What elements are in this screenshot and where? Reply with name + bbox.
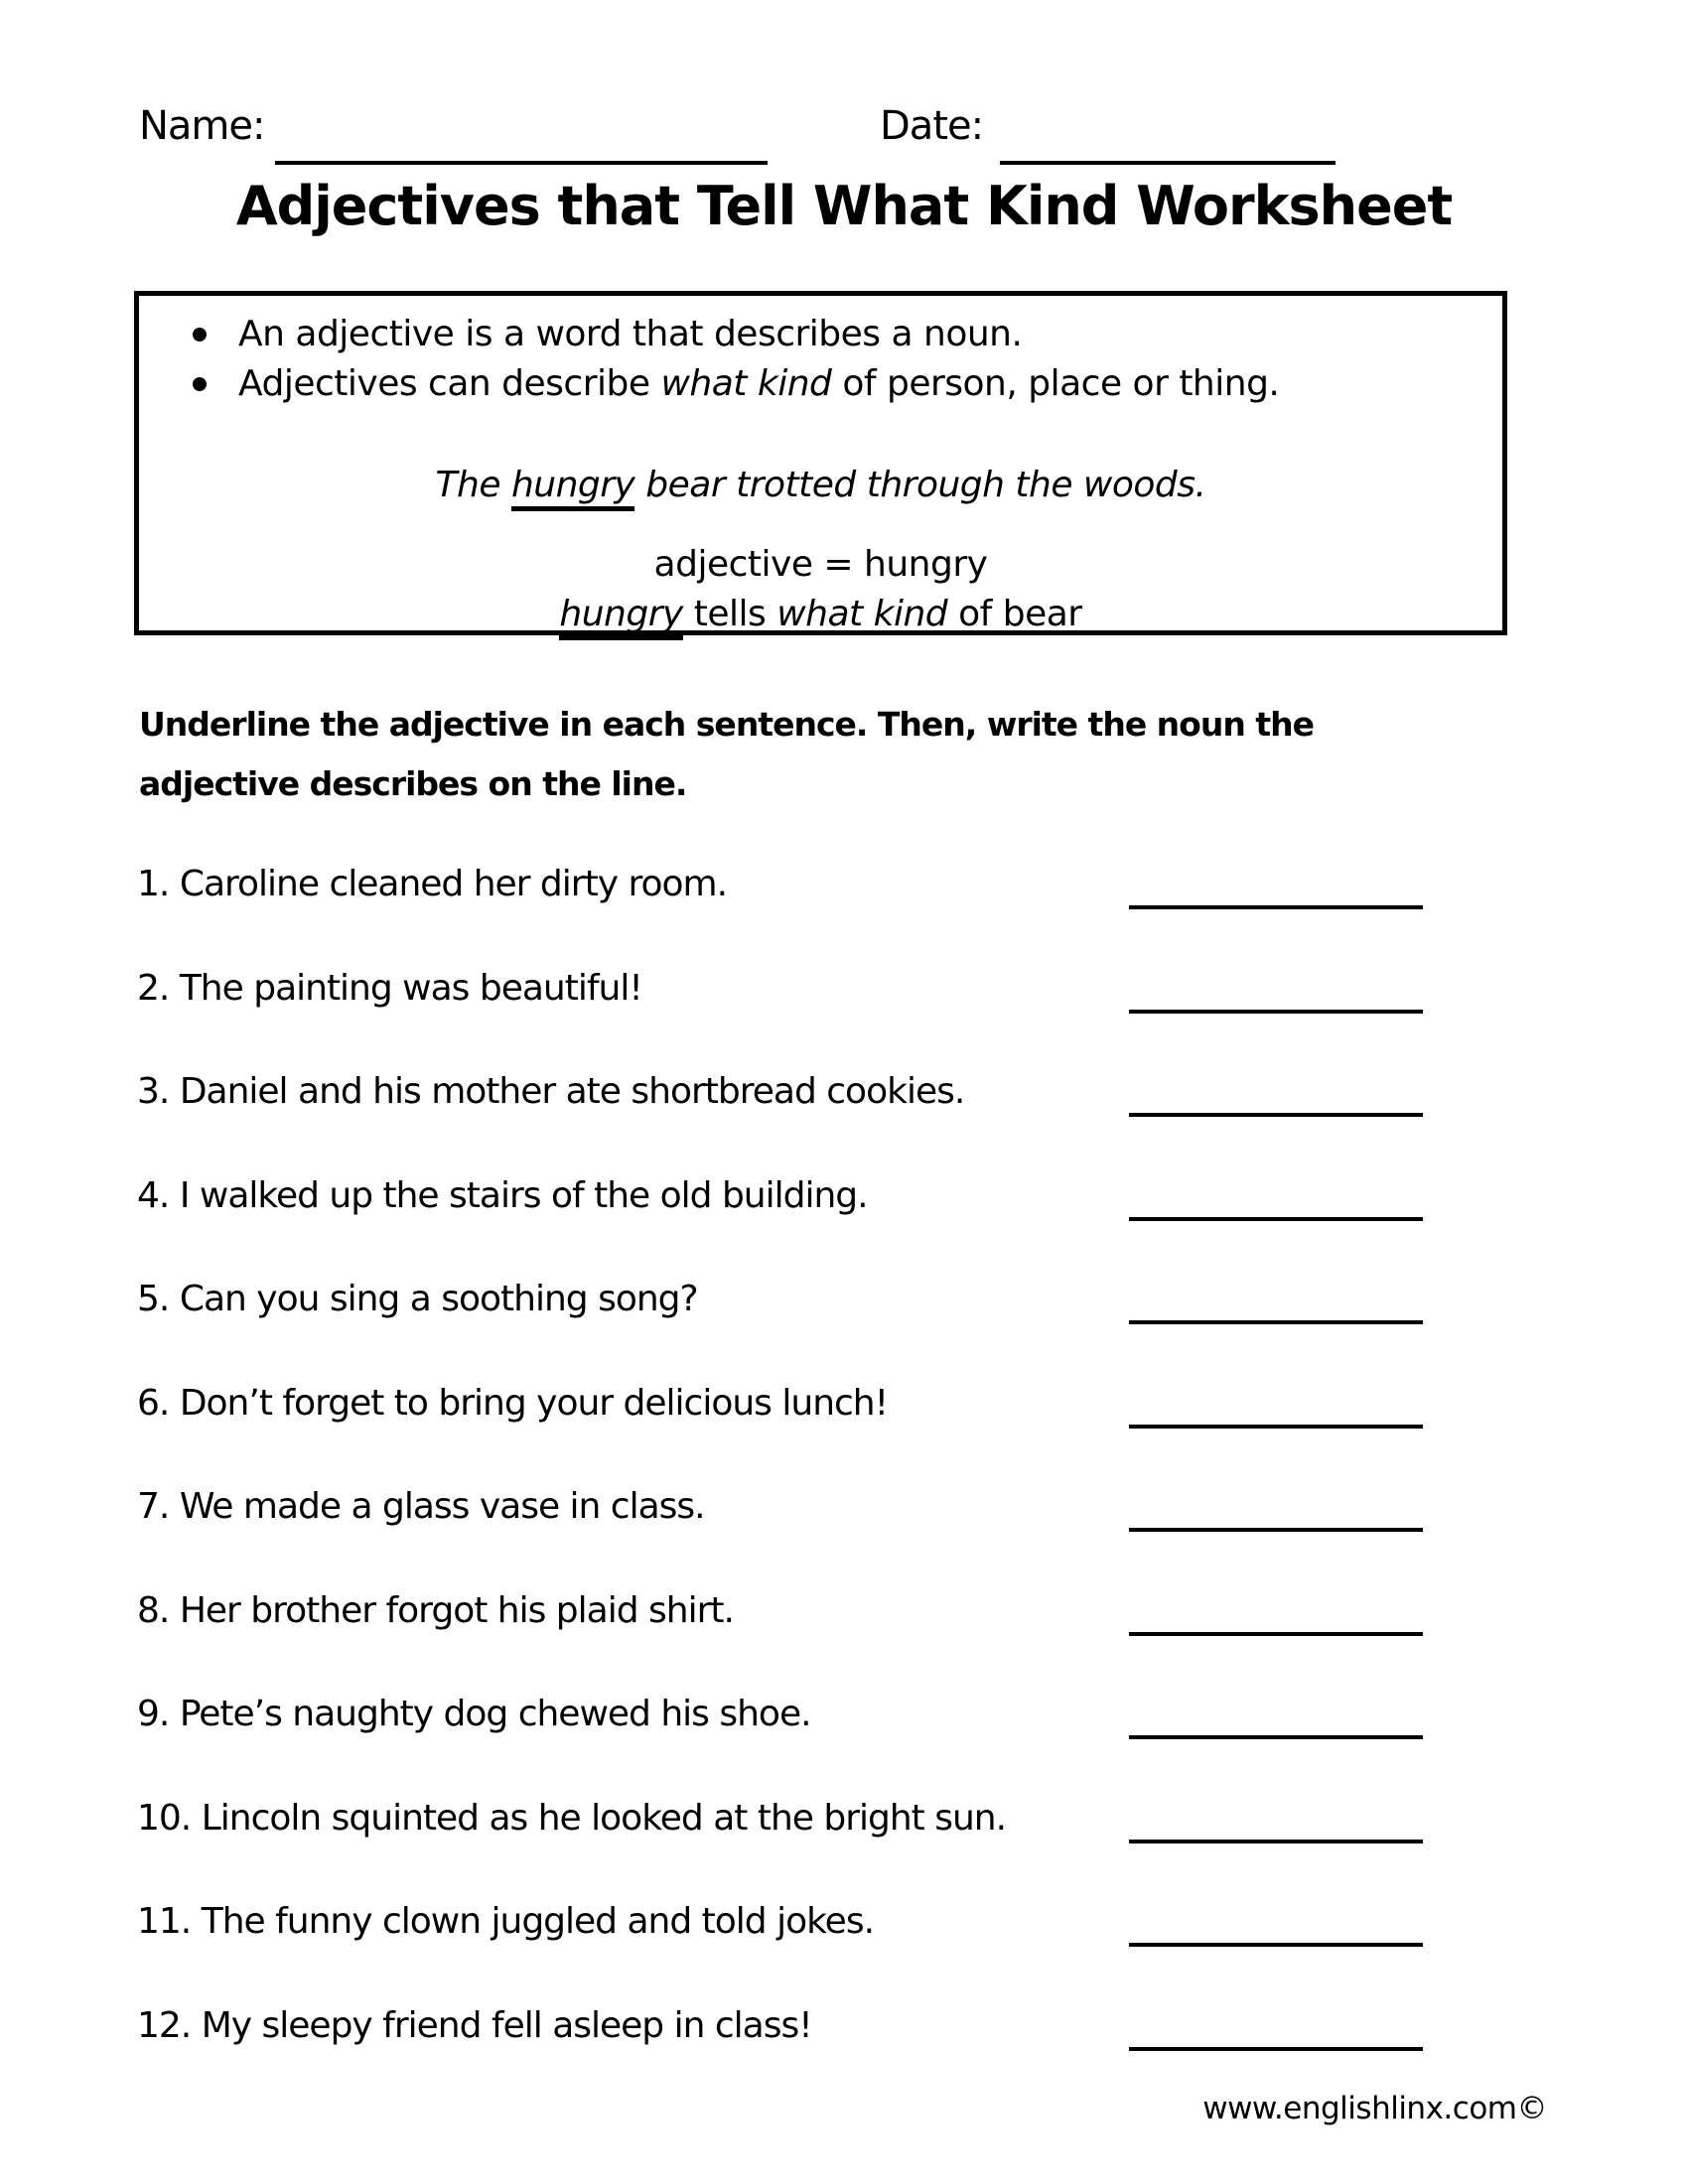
- answer-blank-line[interactable]: [1129, 905, 1423, 909]
- question-row: [0, 964, 1688, 1068]
- question-row: [0, 1897, 1688, 2001]
- directions-line-1: Underline the adjective in each sentence. Then, write the noun the: [139, 705, 1314, 744]
- example-suffix: bear trotted through the woods.: [634, 465, 1206, 505]
- question-sentence: [137, 1175, 868, 1216]
- page-title: Adjectives that Tell What Kind Worksheet: [235, 175, 1453, 237]
- question-text: Her brother forgot his plaid shirt.: [179, 1589, 734, 1631]
- explain-mid: tells: [682, 594, 777, 634]
- question-row: [0, 1482, 1688, 1586]
- example-prefix: The: [435, 465, 511, 505]
- definition-box: [134, 291, 1507, 635]
- question-text: Caroline cleaned her dirty room.: [179, 864, 728, 904]
- question-number: 1.: [137, 864, 170, 904]
- question-sentence: [137, 1383, 888, 1424]
- answer-blank-line[interactable]: [1129, 2047, 1423, 2051]
- name-label: Name:: [139, 103, 265, 149]
- answer-blank-line[interactable]: [1129, 1113, 1423, 1117]
- answer-blank-line[interactable]: [1129, 1632, 1423, 1636]
- bullet-icon: [193, 328, 207, 341]
- question-text: Don’t forget to bring your delicious lunch!: [179, 1382, 889, 1424]
- date-label: Date:: [880, 103, 984, 149]
- questions-list: [0, 860, 1688, 2105]
- question-sentence: [137, 1590, 734, 1631]
- question-number: 7.: [137, 1486, 170, 1527]
- answer-blank-line[interactable]: [1129, 1425, 1423, 1429]
- question-sentence: [137, 864, 727, 904]
- answer-blank-line[interactable]: [1129, 1840, 1423, 1843]
- question-text: Daniel and his mother ate shortbread cookies.: [179, 1071, 965, 1112]
- answer-blank-line[interactable]: [1129, 1217, 1423, 1221]
- directions-line-2: adjective describes on the line.: [139, 764, 687, 803]
- question-row: [0, 1275, 1688, 1379]
- bullet-text-italic: what kind: [660, 363, 832, 404]
- question-row: [0, 1379, 1688, 1483]
- question-row: [0, 2001, 1688, 2106]
- bullet-item-definition: [139, 310, 1502, 359]
- question-text: Can you sing a soothing song?: [179, 1279, 698, 1319]
- question-row: [0, 860, 1688, 964]
- definition-bullets: [139, 296, 1502, 409]
- question-number: 2.: [137, 967, 170, 1009]
- question-text: My sleepy friend fell asleep in class!: [201, 2004, 812, 2046]
- question-text: I walked up the stairs of the old building.: [179, 1174, 868, 1216]
- question-number: 11.: [137, 1901, 192, 1942]
- example-sentence: [139, 465, 1502, 505]
- question-text: We made a glass vase in class.: [179, 1486, 705, 1527]
- name-input-line[interactable]: [275, 117, 768, 165]
- question-number: 5.: [137, 1279, 170, 1319]
- question-row: [0, 1067, 1688, 1171]
- bullet-icon: [193, 377, 207, 391]
- answer-blank-line[interactable]: [1129, 1735, 1423, 1739]
- question-sentence: [137, 1798, 1006, 1839]
- question-number: 4.: [137, 1174, 170, 1216]
- question-sentence: [137, 1486, 705, 1527]
- example-adjective-underlined: hungry: [511, 465, 634, 511]
- question-sentence: [137, 1901, 874, 1942]
- question-number: 3.: [137, 1071, 170, 1112]
- question-number: 6.: [137, 1382, 170, 1424]
- question-sentence: [137, 1279, 698, 1319]
- answer-blank-line[interactable]: [1129, 1010, 1423, 1014]
- question-sentence: [137, 2005, 812, 2046]
- footer-credit: www.englishlinx.com©: [1202, 2091, 1547, 2126]
- question-number: 10.: [137, 1797, 192, 1839]
- answer-blank-line[interactable]: [1129, 1528, 1423, 1532]
- bullet-text: An adjective is a word that describes a noun.: [238, 314, 1023, 354]
- bullet-text-prefix: Adjectives can describe: [238, 363, 661, 404]
- adjective-explanation: [139, 594, 1502, 634]
- explain-word-underlined: hungry: [559, 594, 682, 640]
- question-row: [0, 1690, 1688, 1794]
- answer-blank-line[interactable]: [1129, 1320, 1423, 1324]
- question-text: Pete’s naughty dog chewed his shoe.: [179, 1694, 811, 1734]
- bullet-text-suffix: of person, place or thing.: [831, 363, 1280, 404]
- question-number: 9.: [137, 1694, 170, 1734]
- question-sentence: [137, 968, 642, 1009]
- explain-italic: what kind: [776, 594, 948, 634]
- question-sentence: [137, 1694, 811, 1734]
- question-row: [0, 1171, 1688, 1276]
- question-text: Lincoln squinted as he looked at the bright sun.: [201, 1797, 1007, 1839]
- explain-suffix: of bear: [947, 594, 1082, 634]
- question-text: The painting was beautiful!: [179, 967, 642, 1009]
- directions: [139, 695, 1314, 814]
- question-sentence: [137, 1071, 964, 1112]
- adjective-equation: adjective = hungry: [653, 544, 988, 585]
- question-number: 8.: [137, 1589, 170, 1631]
- answer-blank-line[interactable]: [1129, 1943, 1423, 1947]
- question-row: [0, 1586, 1688, 1691]
- question-row: [0, 1794, 1688, 1898]
- question-text: The funny clown juggled and told jokes.: [201, 1901, 875, 1942]
- question-number: 12.: [137, 2004, 192, 2046]
- bullet-item-what-kind: [139, 359, 1502, 409]
- date-input-line[interactable]: [1000, 117, 1336, 165]
